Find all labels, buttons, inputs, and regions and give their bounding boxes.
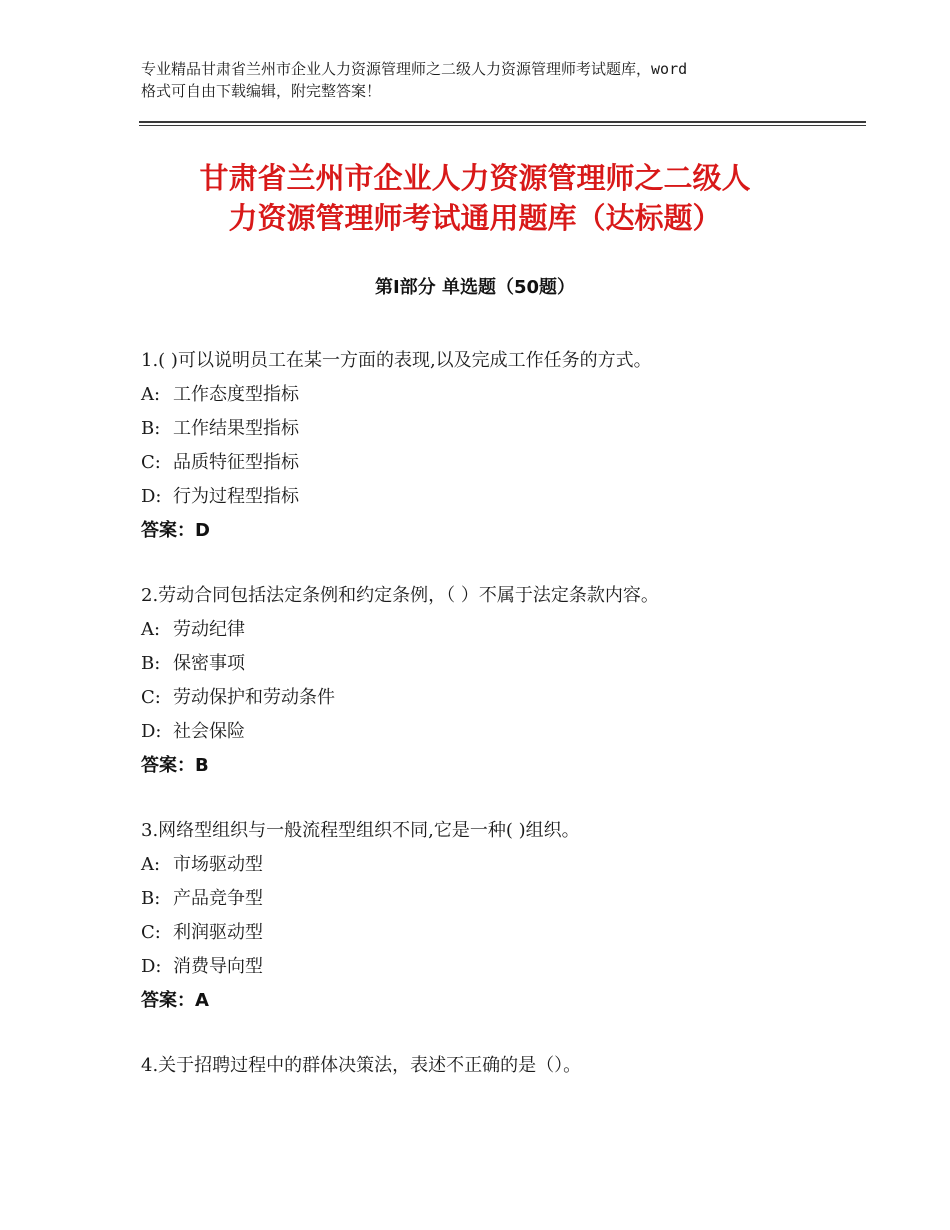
header-divider-thick — [139, 121, 866, 123]
option-a — [141, 378, 861, 412]
option-text: 工作态度型指标 — [173, 384, 299, 405]
option-letter: C: — [141, 922, 161, 943]
answer-label: 答案：D — [141, 520, 210, 541]
question-stem: 4.关于招聘过程中的群体决策法，表述不正确的是（）。 — [141, 1055, 582, 1076]
option-text: 社会保险 — [173, 721, 245, 742]
option-letter: D: — [141, 721, 162, 742]
option-text: 市场驱动型 — [173, 854, 263, 875]
question-stem: 3.网络型组织与一般流程型组织不同,它是一种( )组织。 — [141, 820, 580, 841]
document-title-line-1: 甘肃省兰州市企业人力资源管理师之二级人 — [199, 161, 751, 195]
header-note — [141, 58, 821, 102]
document-title-line-2: 力资源管理师考试通用题库（达标题） — [228, 201, 722, 235]
option-text: 劳动纪律 — [173, 619, 245, 640]
option-c — [141, 446, 861, 480]
section-title: 第Ⅰ部分 单选题（50题） — [374, 277, 575, 298]
option-letter: D: — [141, 486, 162, 507]
option-text: 保密事项 — [173, 653, 245, 674]
option-letter: A: — [141, 384, 161, 405]
option-c — [141, 681, 861, 715]
question-stem: 2.劳动合同包括法定条例和约定条例，（ ）不属于法定条款内容。 — [141, 585, 659, 606]
option-letter: C: — [141, 452, 161, 473]
option-letter: D: — [141, 956, 162, 977]
answer-label: 答案：A — [141, 990, 209, 1011]
option-letter: C: — [141, 687, 161, 708]
option-text: 消费导向型 — [173, 956, 263, 977]
option-a — [141, 848, 861, 882]
option-text: 劳动保护和劳动条件 — [173, 687, 335, 708]
header-note-line-1: 专业精品甘肃省兰州市企业人力资源管理师之二级人力资源管理师考试题库，word — [141, 60, 688, 78]
option-text: 行为过程型指标 — [173, 486, 299, 507]
option-text: 产品竞争型 — [173, 888, 263, 909]
question-list — [141, 344, 861, 1114]
option-d — [141, 715, 861, 749]
question-1 — [141, 344, 861, 548]
option-b — [141, 412, 861, 446]
option-text: 利润驱动型 — [173, 922, 263, 943]
question-3 — [141, 814, 861, 1018]
question-4 — [141, 1049, 861, 1083]
answer-label: 答案：B — [141, 755, 209, 776]
option-c — [141, 916, 861, 950]
document-title — [120, 158, 830, 238]
option-d — [141, 950, 861, 984]
option-letter: B: — [141, 418, 161, 439]
option-b — [141, 647, 861, 681]
question-2 — [141, 579, 861, 783]
option-text: 工作结果型指标 — [173, 418, 299, 439]
option-d — [141, 480, 861, 514]
option-letter: B: — [141, 653, 161, 674]
header-divider-thin — [139, 125, 866, 126]
option-letter: A: — [141, 619, 161, 640]
option-a — [141, 613, 861, 647]
option-letter: B: — [141, 888, 161, 909]
option-b — [141, 882, 861, 916]
header-note-line-2: 格式可自由下载编辑，附完整答案！ — [141, 82, 382, 100]
option-letter: A: — [141, 854, 161, 875]
question-stem: 1.( )可以说明员工在某一方面的表现,以及完成工作任务的方式。 — [141, 350, 652, 371]
option-text: 品质特征型指标 — [173, 452, 299, 473]
